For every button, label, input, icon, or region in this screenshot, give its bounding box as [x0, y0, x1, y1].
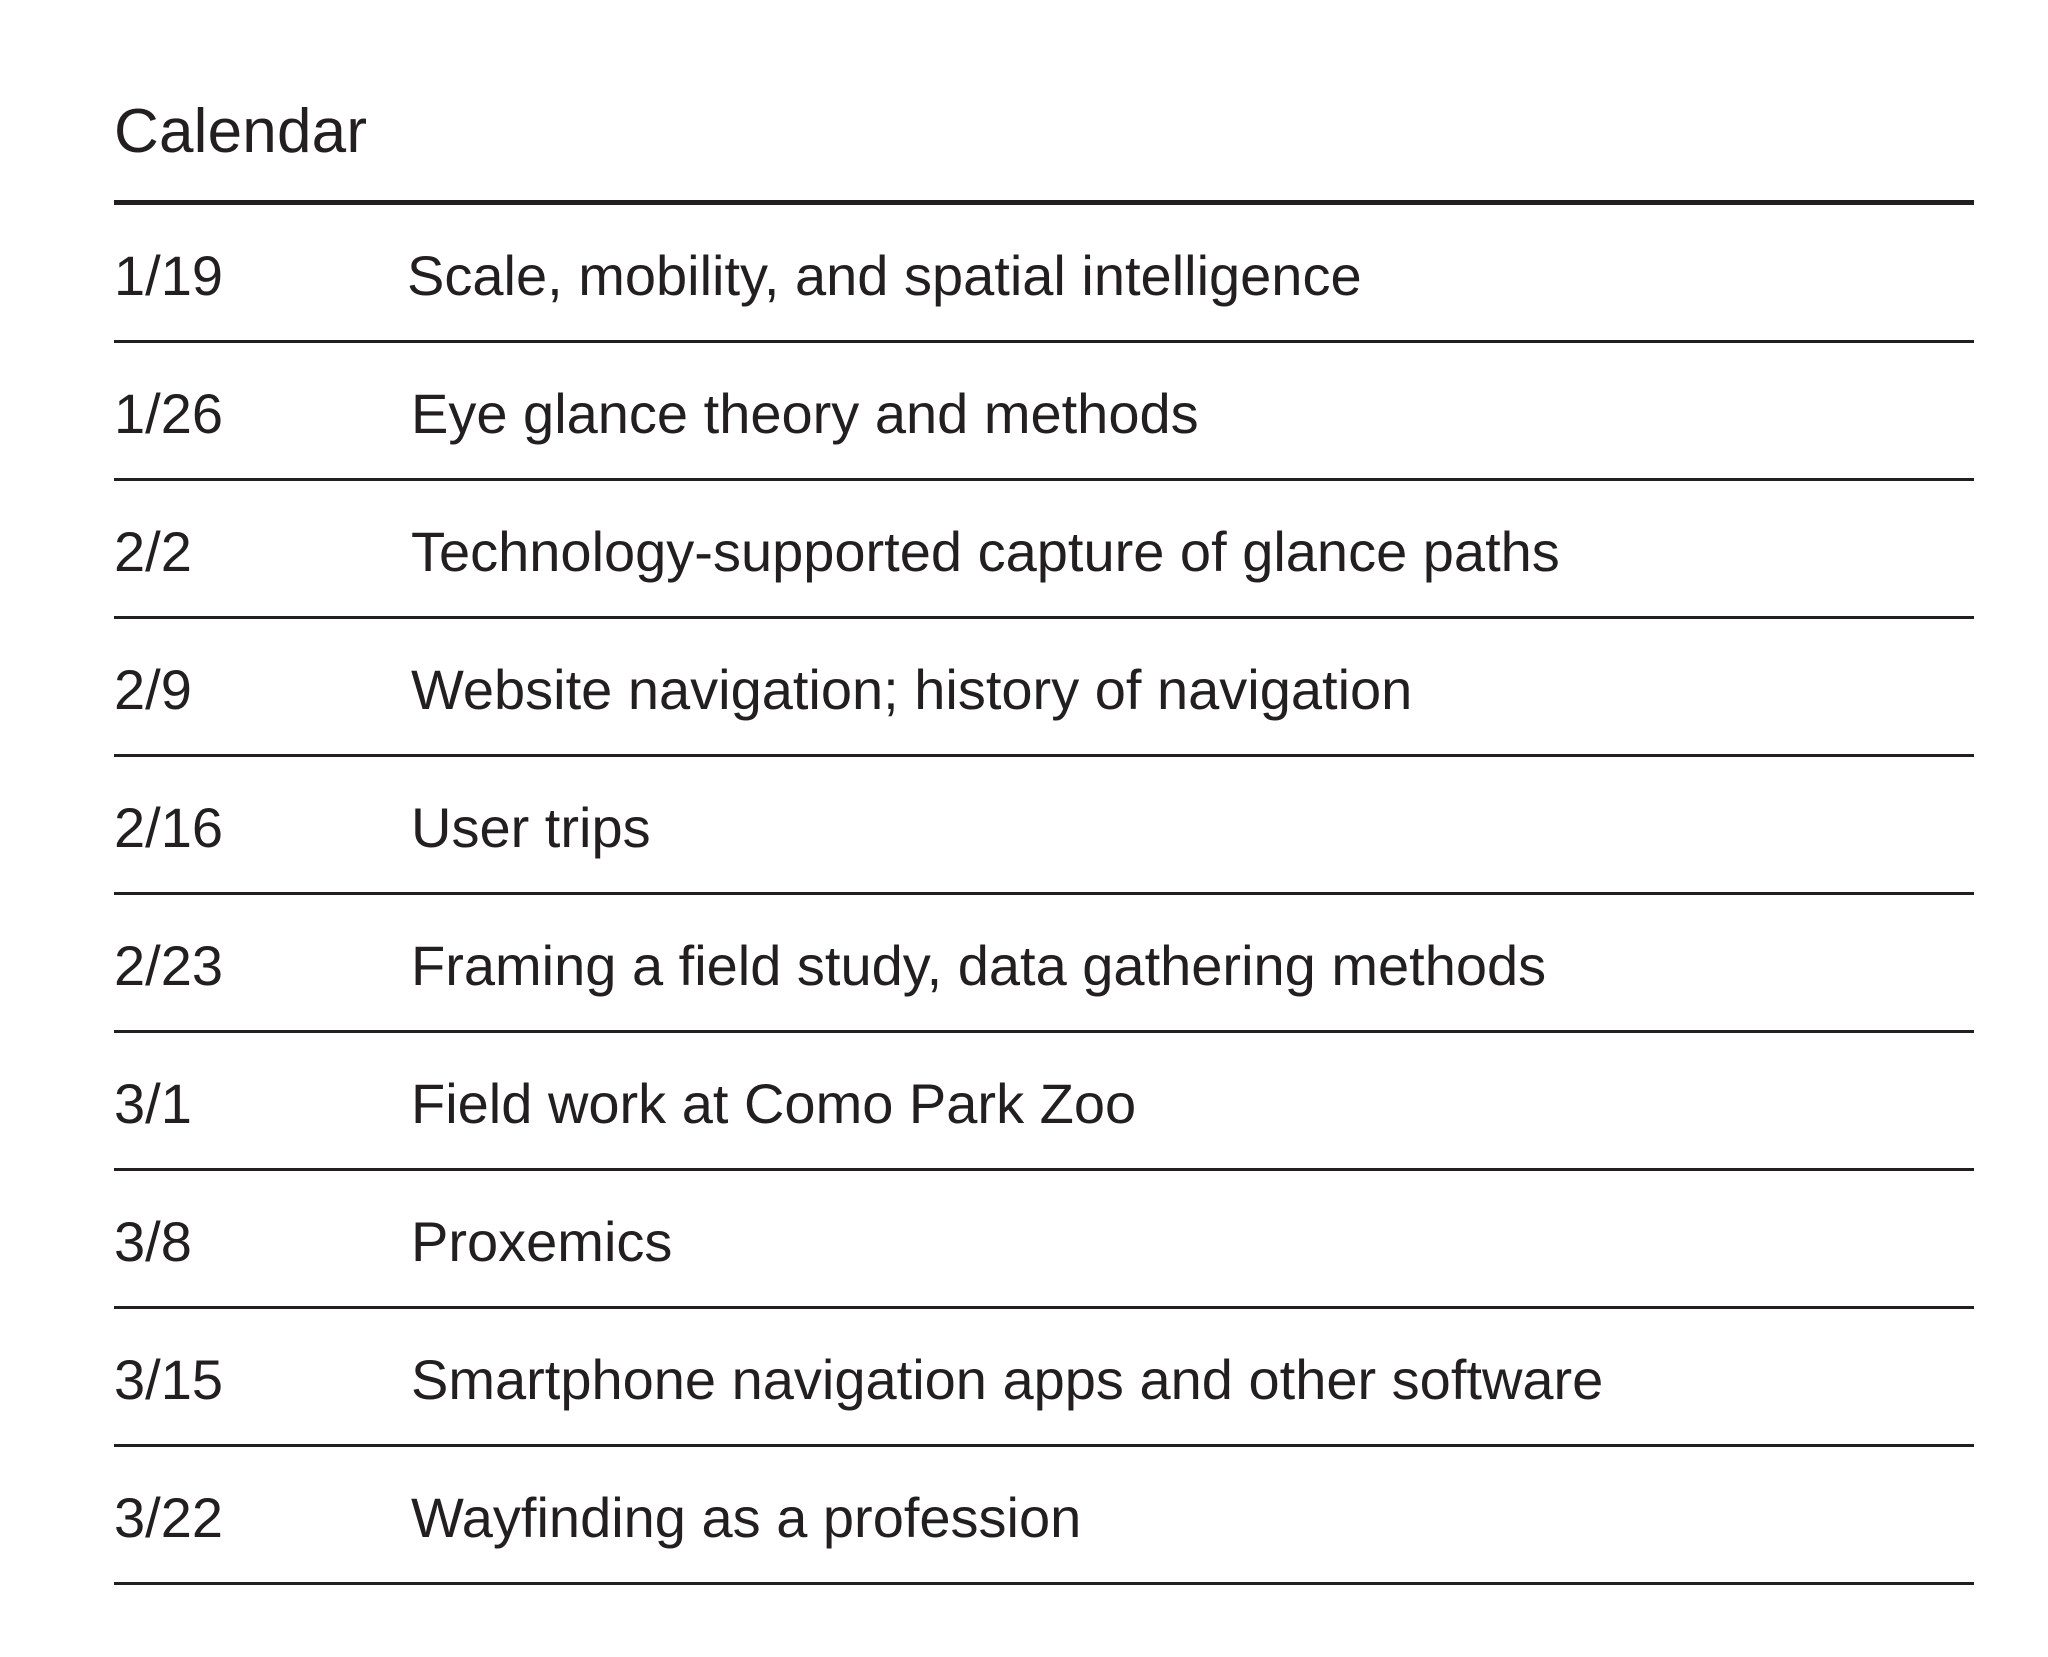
row-topic: Scale, mobility, and spatial intelligence — [407, 244, 1362, 307]
row-date: 2/9 — [114, 658, 192, 721]
calendar-row — [114, 757, 1974, 895]
row-topic: Field work at Como Park Zoo — [411, 1072, 1137, 1135]
calendar-row — [114, 1309, 1974, 1447]
row-topic: Wayfinding as a profession — [411, 1486, 1082, 1549]
calendar-row — [114, 481, 1974, 619]
row-topic: Framing a field study, data gathering methods — [411, 934, 1547, 997]
calendar-row — [114, 205, 1974, 343]
row-topic: Smartphone navigation apps and other software — [411, 1348, 1604, 1411]
row-date: 1/19 — [114, 244, 223, 307]
row-date: 2/2 — [114, 520, 192, 583]
row-date: 3/1 — [114, 1072, 192, 1135]
calendar-row — [114, 1447, 1974, 1585]
calendar-list — [114, 205, 1974, 1585]
row-topic: Technology-supported capture of glance paths — [411, 520, 1560, 583]
calendar-row — [114, 343, 1974, 481]
calendar-row — [114, 619, 1974, 757]
calendar-row — [114, 895, 1974, 1033]
calendar-row — [114, 1171, 1974, 1309]
row-topic: Proxemics — [411, 1210, 673, 1273]
row-date: 3/22 — [114, 1486, 223, 1549]
row-date: 3/8 — [114, 1210, 192, 1273]
page-title: Calendar — [114, 97, 368, 166]
row-date: 2/16 — [114, 796, 223, 859]
row-topic: Eye glance theory and methods — [411, 382, 1199, 445]
row-date: 2/23 — [114, 934, 223, 997]
calendar-row — [114, 1033, 1974, 1171]
row-date: 3/15 — [114, 1348, 223, 1411]
row-topic: User trips — [411, 796, 651, 859]
calendar-document — [114, 92, 1974, 1585]
row-topic: Website navigation; history of navigation — [411, 658, 1413, 721]
row-date: 1/26 — [114, 382, 223, 445]
